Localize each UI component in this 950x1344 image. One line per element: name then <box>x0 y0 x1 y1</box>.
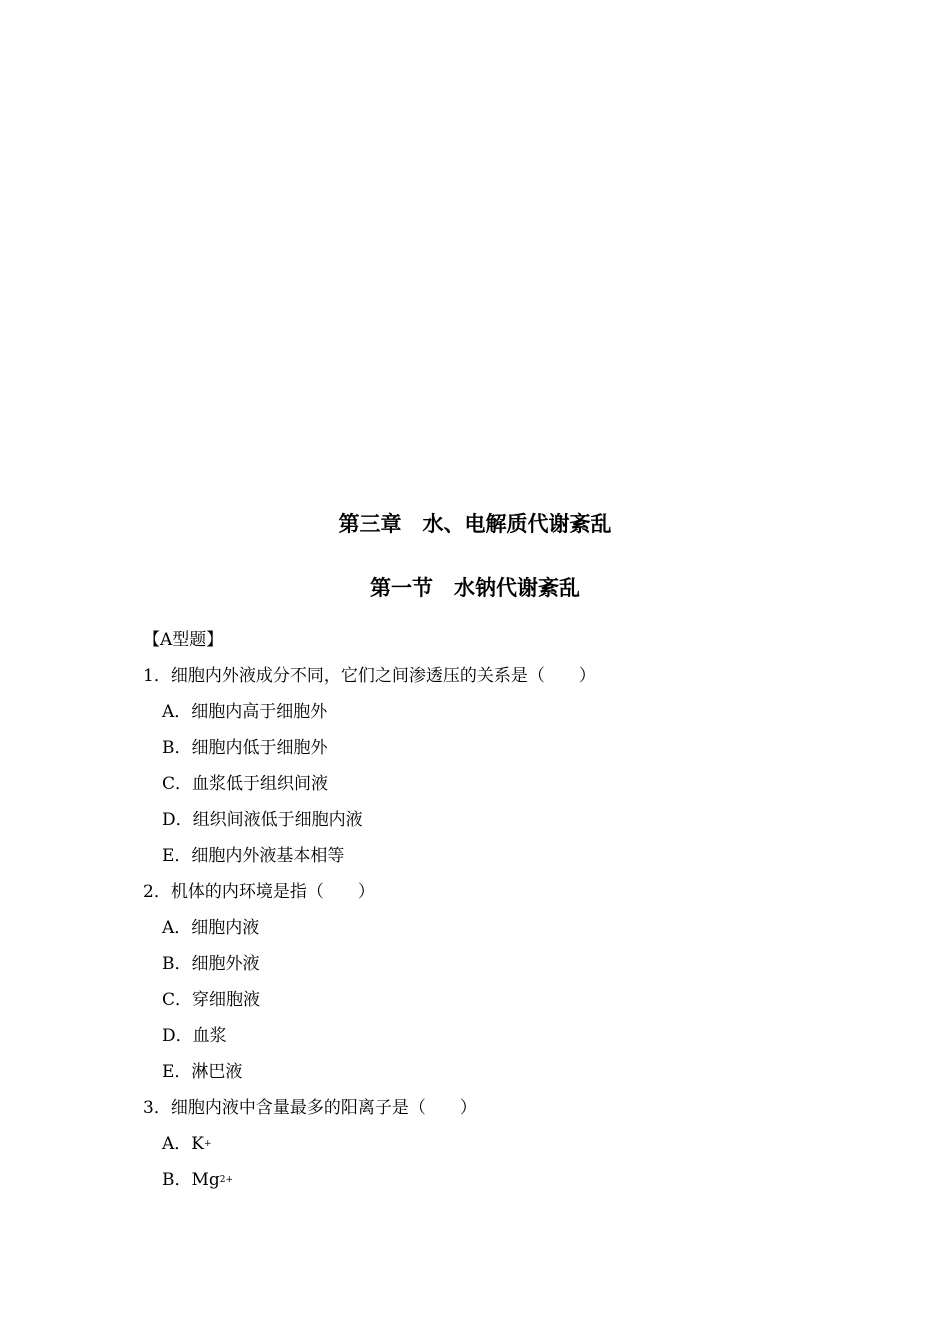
question-2-option-b: B．细胞外液 <box>162 954 260 974</box>
question-3-option-b <box>162 1162 233 1198</box>
question-3-option-a <box>162 1126 212 1162</box>
question-2-option-e: E．淋巴液 <box>162 1062 243 1082</box>
question-3-stem: 3．细胞内液中含量最多的阳离子是（ ） <box>143 1098 477 1118</box>
section-title: 第一节 水钠代谢紊乱 <box>370 575 580 600</box>
ion-charge: + <box>203 1139 212 1149</box>
question-1-option-c: C．血浆低于组织间液 <box>162 774 329 794</box>
question-1-option-b: B．细胞内低于细胞外 <box>162 738 328 758</box>
question-1-option-e: E．细胞内外液基本相等 <box>162 846 345 866</box>
question-1-stem: 1．细胞内外液成分不同，它们之间渗透压的关系是（ ） <box>143 666 596 686</box>
question-1-option-d: D．组织间液低于细胞内液 <box>162 810 363 830</box>
question-type-label: 【A型题】 <box>143 630 224 650</box>
question-2-option-d: D．血浆 <box>162 1026 227 1046</box>
ion-charge: 2+ <box>219 1175 234 1185</box>
question-1-option-a: A．细胞内高于细胞外 <box>162 702 328 722</box>
question-2-stem: 2．机体的内环境是指（ ） <box>143 882 375 902</box>
question-2-option-a: A．细胞内液 <box>162 918 260 938</box>
option-text: B．Mg <box>162 1170 220 1190</box>
question-2-option-c: C．穿细胞液 <box>162 990 261 1010</box>
option-text: A．K <box>162 1134 204 1154</box>
chapter-title: 第三章 水、电解质代谢紊乱 <box>338 511 612 536</box>
